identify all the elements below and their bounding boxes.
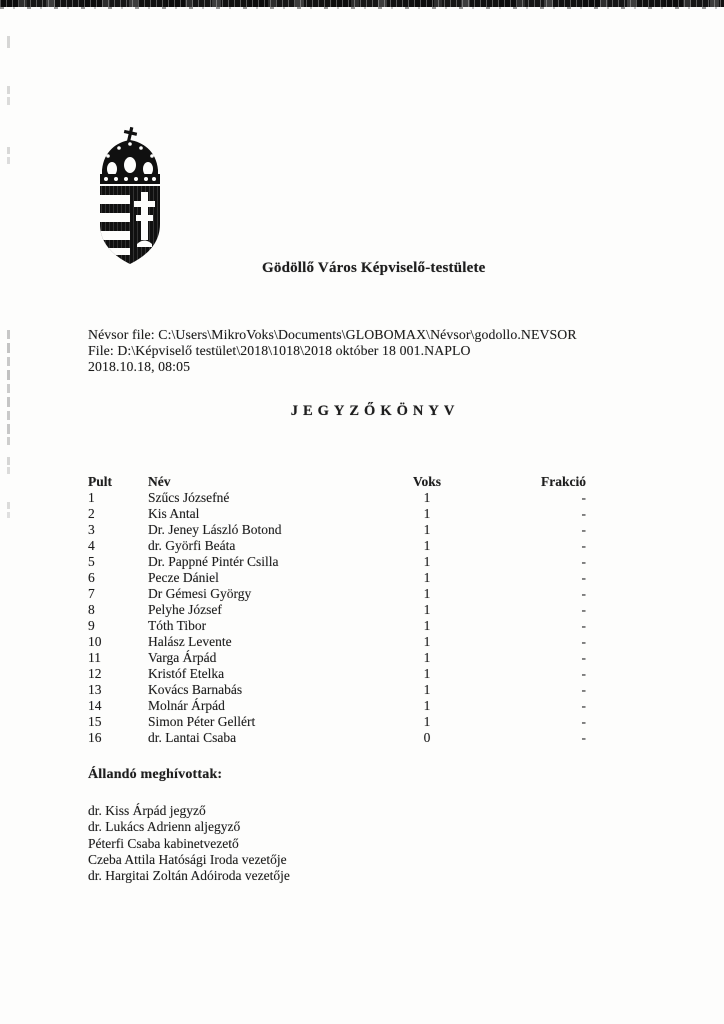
table-row — [88, 714, 608, 730]
scan-mark — [7, 147, 10, 154]
protocol-heading: JEGYZŐKÖNYV — [290, 403, 460, 419]
cell-frakcio: - — [581, 538, 586, 553]
cell-pult: 8 — [88, 602, 95, 617]
scan-mark — [7, 424, 10, 434]
column-header-voks: Voks — [412, 474, 442, 489]
cell-pult: 3 — [88, 522, 95, 537]
naplo-file-path: File: D:\Képviselő testület\2018\1018\2018 október 18 001.NAPLO — [88, 343, 471, 358]
cell-pult: 14 — [88, 698, 102, 713]
cell-pult: 5 — [88, 554, 95, 569]
cell-nev: Dr. Pappné Pintér Csilla — [148, 554, 279, 569]
cell-frakcio: - — [581, 666, 586, 681]
cell-pult: 9 — [88, 618, 95, 633]
cell-voks: 1 — [423, 570, 431, 585]
scan-mark — [7, 330, 10, 339]
scan-mark — [7, 457, 10, 465]
invitees-list — [88, 803, 290, 884]
table-row — [88, 570, 608, 586]
document-datetime: 2018.10.18, 08:05 — [88, 359, 191, 374]
table-row — [88, 634, 608, 650]
scan-mark — [7, 157, 10, 164]
table-row — [88, 506, 608, 522]
cell-nev: Pelyhe József — [148, 602, 222, 617]
scan-mark — [7, 36, 10, 48]
cell-nev: dr. Györfi Beáta — [148, 538, 236, 553]
scan-mark — [7, 502, 10, 509]
cell-pult: 10 — [88, 634, 102, 649]
cell-nev: Kis Antal — [148, 506, 200, 521]
cell-nev: Kovács Barnabás — [148, 682, 243, 697]
cell-frakcio: - — [581, 586, 586, 601]
attendance-table — [88, 474, 608, 746]
cell-nev: Pecze Dániel — [148, 570, 219, 585]
invitee-item: Péterfi Csaba kabinetvezető — [88, 835, 239, 851]
cell-voks: 1 — [423, 602, 431, 617]
cell-voks: 1 — [423, 506, 431, 521]
cell-voks: 1 — [423, 554, 431, 569]
document-title: Gödöllő Város Képviselő-testülete — [262, 260, 486, 276]
table-row — [88, 730, 608, 746]
table-row — [88, 538, 608, 554]
scan-mark — [7, 97, 10, 105]
cell-voks: 1 — [423, 698, 431, 713]
cell-pult: 2 — [88, 506, 95, 521]
cell-nev: Molnár Árpád — [148, 698, 225, 713]
cell-nev: Szűcs Józsefné — [148, 490, 230, 505]
invitee-item: dr. Hargitai Zoltán Adóiroda vezetője — [88, 868, 290, 884]
scan-mark — [7, 512, 10, 518]
column-header-pult: Pult — [88, 474, 113, 489]
cell-frakcio: - — [581, 682, 586, 697]
cell-frakcio: - — [581, 602, 586, 617]
column-header-nev: Név — [148, 474, 171, 489]
cell-voks: 1 — [423, 650, 431, 665]
table-row — [88, 682, 608, 698]
column-header-frakcio: Frakció — [541, 474, 586, 489]
cell-nev: Dr Gémesi György — [148, 586, 252, 601]
file-info-block — [88, 327, 577, 375]
cell-voks: 1 — [423, 522, 431, 537]
cell-frakcio: - — [581, 634, 586, 649]
scan-mark — [7, 357, 10, 366]
scan-mark — [7, 467, 10, 474]
cell-nev: dr. Lantai Csaba — [148, 730, 237, 745]
cell-pult: 11 — [88, 650, 101, 665]
cell-nev: Dr. Jeney László Botond — [148, 522, 282, 537]
cell-voks: 1 — [423, 714, 431, 729]
invitee-item: dr. Kiss Árpád jegyző — [88, 803, 206, 818]
cell-frakcio: - — [581, 554, 586, 569]
cell-frakcio: - — [581, 730, 586, 745]
cell-pult: 7 — [88, 586, 95, 601]
cell-pult: 4 — [88, 538, 95, 553]
cell-voks: 1 — [423, 618, 431, 633]
table-header-row — [88, 474, 608, 490]
cell-frakcio: - — [581, 570, 586, 585]
cell-nev: Halász Levente — [148, 634, 232, 649]
table-row — [88, 554, 608, 570]
table-row — [88, 618, 608, 634]
cell-frakcio: - — [581, 618, 586, 633]
hungarian-coat-of-arms-icon — [88, 126, 172, 266]
scan-mark — [7, 86, 10, 94]
cell-nev: Kristóf Etelka — [148, 666, 225, 681]
cell-voks: 0 — [423, 730, 431, 745]
invitees-heading: Állandó meghívottak: — [88, 767, 223, 782]
table-row — [88, 522, 608, 538]
table-row — [88, 666, 608, 682]
cell-frakcio: - — [581, 698, 586, 713]
cell-voks: 1 — [423, 682, 431, 697]
cell-frakcio: - — [581, 506, 586, 521]
cell-voks: 1 — [423, 586, 431, 601]
table-row — [88, 698, 608, 714]
scan-mark — [7, 437, 10, 445]
cell-pult: 1 — [88, 490, 95, 505]
invitee-item: dr. Lukács Adrienn aljegyző — [88, 819, 241, 835]
cell-pult: 6 — [88, 570, 95, 585]
cell-nev: Varga Árpád — [148, 650, 217, 665]
table-row — [88, 602, 608, 618]
cell-nev: Simon Péter Gellért — [148, 714, 256, 729]
cell-frakcio: - — [581, 650, 586, 665]
scan-edge-artifact — [0, 0, 724, 7]
cell-pult: 12 — [88, 666, 102, 681]
cell-frakcio: - — [581, 714, 586, 729]
cell-voks: 1 — [423, 666, 431, 681]
cell-nev: Tóth Tibor — [148, 618, 207, 633]
invitee-item: Czeba Attila Hatósági Iroda vezetője — [88, 851, 287, 867]
nevsor-file-path: Névsor file: C:\Users\MikroVoks\Documents\GLOBOMAX\Névsor\godollo.NEVSOR — [88, 327, 577, 342]
scan-mark — [7, 343, 10, 353]
cell-pult: 16 — [88, 730, 102, 745]
cell-voks: 1 — [423, 538, 431, 553]
scan-mark — [7, 370, 10, 380]
cell-frakcio: - — [581, 490, 586, 505]
table-row — [88, 650, 608, 666]
cell-frakcio: - — [581, 522, 586, 537]
cell-pult: 13 — [88, 682, 102, 697]
cell-pult: 15 — [88, 714, 102, 729]
cell-voks: 1 — [423, 634, 431, 649]
table-row — [88, 586, 608, 602]
scan-mark — [7, 384, 10, 393]
table-row — [88, 490, 608, 506]
cell-voks: 1 — [423, 490, 431, 505]
